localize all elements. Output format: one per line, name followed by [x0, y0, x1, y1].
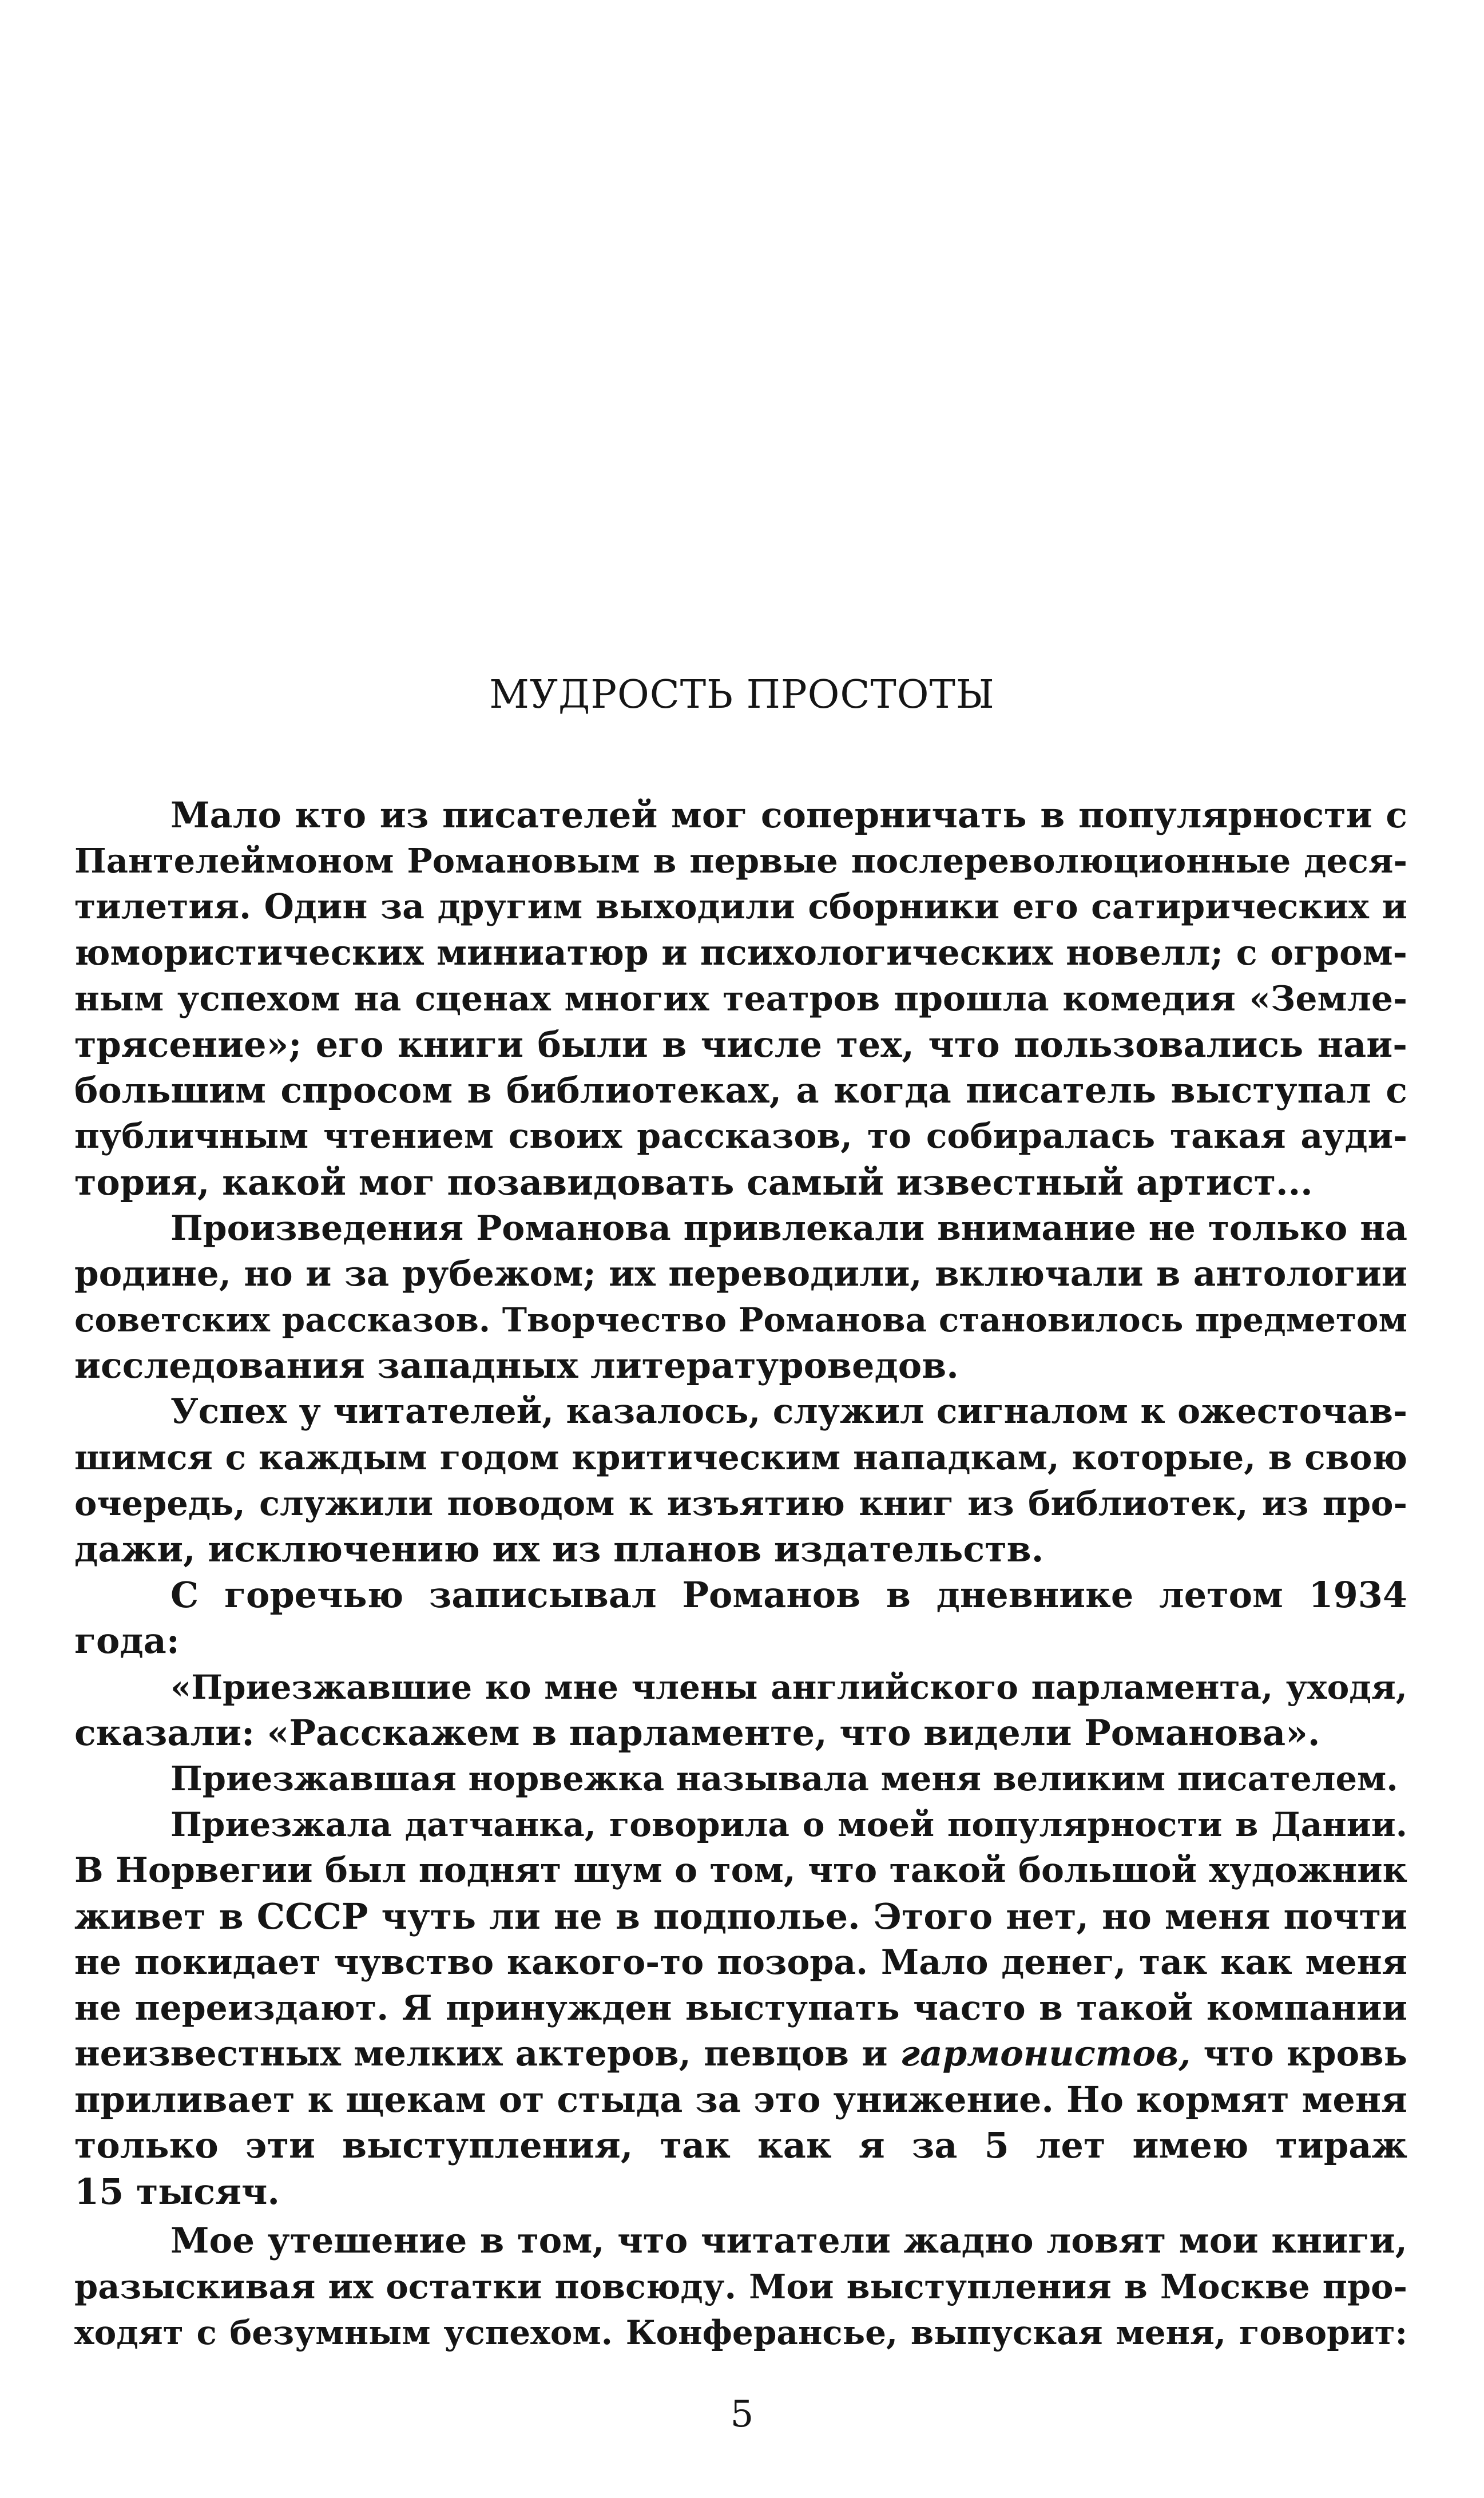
text-line: большим спросом в библиотеках, а когда писатель выступал с [74, 1069, 1407, 1112]
text-line: Пантелеймоном Романовым в первые послереволюционные деся- [74, 841, 1407, 881]
text-line: Произведения Романова привлекали внимание не только на [170, 1208, 1407, 1248]
text-line: разыскивая их остатки повсюду. Мои выступления в Москве про- [74, 2267, 1407, 2306]
text-line: дажи, исключению их из планов издательств. [74, 1528, 1044, 1570]
text-line: 15 тысяч. [74, 2170, 280, 2212]
text-line-with-italic [74, 2031, 1407, 2077]
body-text [74, 792, 1407, 2356]
text-line: В Норвегии был поднят шум о том, что такой большой художник [74, 1850, 1407, 1891]
text-line: юмористических миниатюр и психологических новелл; с огром- [74, 932, 1407, 973]
text-line: Успех у читателей, казалось, служил сигналом к ожесточав- [170, 1391, 1407, 1432]
italic-word: гармонистов, [900, 2033, 1191, 2075]
text-line: только эти выступления, так как я за 5 лет имею тираж [74, 2124, 1407, 2167]
text-line: очередь, служили поводом к изъятию книг из библиотек, из про- [74, 1483, 1407, 1523]
page-number: 5 [730, 2393, 754, 2436]
text-line: Приезжавшая норвежка называла меня великим писателем. [170, 1758, 1398, 1798]
text-line: шимся с каждым годом критическим нападкам, которые, в свою [74, 1437, 1407, 1478]
text-segment: неизвестных мелких актеров, певцов и [74, 2033, 888, 2075]
text-line: тория, какой мог позавидовать самый известный артист... [74, 1161, 1313, 1203]
chapter-title: МУДРОСТЬ ПРОСТОТЫ [489, 672, 995, 717]
text-line: Мое утешение в том, что читатели жадно ловят мои книги, [170, 2220, 1407, 2261]
text-line: родине, но и за рубежом; их переводили, включали в антологии [74, 1253, 1407, 1294]
text-line: тилетия. Один за другим выходили сборники его сатирических и [74, 887, 1407, 927]
text-line: не покидает чувство какого-то позора. Мало денег, так как меня [74, 1942, 1407, 1982]
text-line: года: [74, 1620, 180, 1662]
text-line: не переиздают. Я принужден выступать часто в такой компании [74, 1988, 1407, 2028]
text-line: «Приезжавшие ко мне члены английского парламента, уходя, [170, 1667, 1407, 1707]
text-line: трясение»; его книги были в числе тех, что пользовались наи- [74, 1023, 1407, 1065]
text-line: публичным чтением своих рассказов, то собиралась такая ауди- [74, 1116, 1407, 1157]
text-segment: что кровь [1203, 2033, 1407, 2075]
text-line: сказали: «Расскажем в парламенте, что видели Романова». [74, 1711, 1320, 1754]
text-line: советских рассказов. Творчество Романова становилось предметом [74, 1300, 1407, 1340]
text-line: ходят с безумным успехом. Конферансье, выпуская меня, говорит: [74, 2313, 1407, 2353]
text-line: ным успехом на сценах многих театров прошла комедия «Земле- [74, 978, 1407, 1019]
text-line: С горечью записывал Романов в дневнике летом 1934 [170, 1574, 1407, 1616]
text-line: исследования западных литературоведов. [74, 1345, 959, 1387]
text-line: приливает к щекам от стыда за это унижение. Но кормят меня [74, 2079, 1407, 2121]
text-line: Приезжала датчанка, говорила о моей популярности в Дании. [170, 1805, 1407, 1845]
text-line: живет в СССР чуть ли не в подполье. Этого нет, но меня почти [74, 1895, 1407, 1937]
text-line: Мало кто из писателей мог соперничать в популярности с [170, 794, 1407, 836]
